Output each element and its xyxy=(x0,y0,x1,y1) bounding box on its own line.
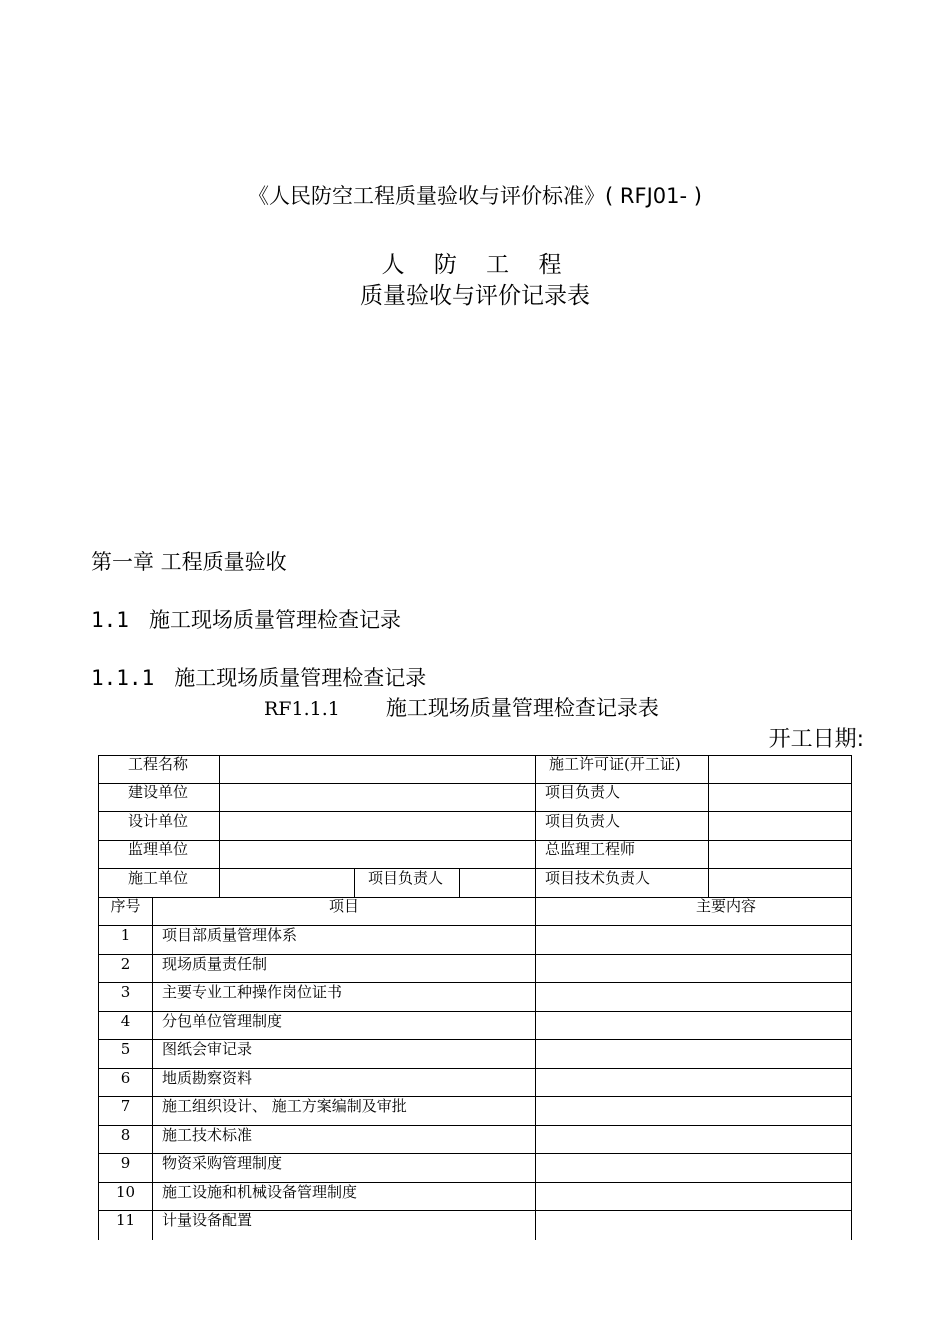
build-unit-label: 建设单位 xyxy=(128,783,189,801)
row-number: 7 xyxy=(120,1097,131,1115)
form-title-text: 施工现场质量管理检查记录表 xyxy=(385,696,659,720)
row-number: 8 xyxy=(120,1126,131,1144)
tech-manager-label: 项目技术负责人 xyxy=(545,869,651,887)
row-number: 2 xyxy=(120,955,131,973)
row-item: 计量设备配置 xyxy=(162,1211,253,1229)
section-title: 施工现场质量管理检查记录 xyxy=(148,608,401,632)
col-content-header: 主要内容 xyxy=(695,897,756,915)
chapter-heading: 第一章 工程质量验收 xyxy=(91,550,287,574)
construction-unit-label: 施工单位 xyxy=(128,869,189,887)
design-unit-label: 设计单位 xyxy=(128,812,189,830)
row-item: 图纸会审记录 xyxy=(162,1040,253,1058)
row-item: 物资采购管理制度 xyxy=(162,1154,283,1172)
project-name-label: 工程名称 xyxy=(128,755,189,773)
col-item-header: 项目 xyxy=(328,897,359,915)
form-code: RF1.1.1 xyxy=(264,698,340,720)
row-item: 现场质量责任制 xyxy=(162,955,268,973)
row-number: 11 xyxy=(115,1211,136,1229)
row-number: 5 xyxy=(120,1040,131,1058)
row-number: 6 xyxy=(120,1069,131,1087)
row-item: 主要专业工种操作岗位证书 xyxy=(162,983,343,1001)
cover-title: 人 防 工 程 xyxy=(381,252,573,278)
standard-title: 《人民防空工程质量验收与评价标准》( RFJ01- ) xyxy=(248,184,702,208)
row-number: 9 xyxy=(120,1154,131,1172)
permit-label: 施工许可证(开工证) xyxy=(549,755,681,773)
cover-subtitle: 质量验收与评价记录表 xyxy=(360,283,590,309)
subsection-title: 施工现场质量管理检查记录 xyxy=(174,666,427,690)
row-number: 10 xyxy=(115,1183,136,1201)
row-item: 项目部质量管理体系 xyxy=(162,926,298,944)
design-manager-label: 项目负责人 xyxy=(545,812,621,830)
row-item: 施工组织设计、 施工方案编制及审批 xyxy=(162,1097,407,1115)
subsection-number: 1.1.1 xyxy=(91,666,155,690)
build-manager-label: 项目负责人 xyxy=(545,783,621,801)
row-item: 施工设施和机械设备管理制度 xyxy=(162,1183,358,1201)
row-item: 地质勘察资料 xyxy=(162,1069,253,1087)
supervision-unit-label: 监理单位 xyxy=(128,840,189,858)
row-item: 施工技术标准 xyxy=(162,1126,253,1144)
row-item: 分包单位管理制度 xyxy=(162,1012,283,1030)
start-date-label: 开工日期: xyxy=(768,727,864,752)
col-seq-header: 序号 xyxy=(110,897,141,915)
construction-manager-label: 项目负责人 xyxy=(368,869,444,887)
row-number: 1 xyxy=(120,926,131,944)
row-number: 4 xyxy=(120,1012,131,1030)
row-number: 3 xyxy=(120,983,131,1001)
chief-engineer-label: 总监理工程师 xyxy=(545,840,636,858)
section-number: 1.1 xyxy=(91,608,129,632)
